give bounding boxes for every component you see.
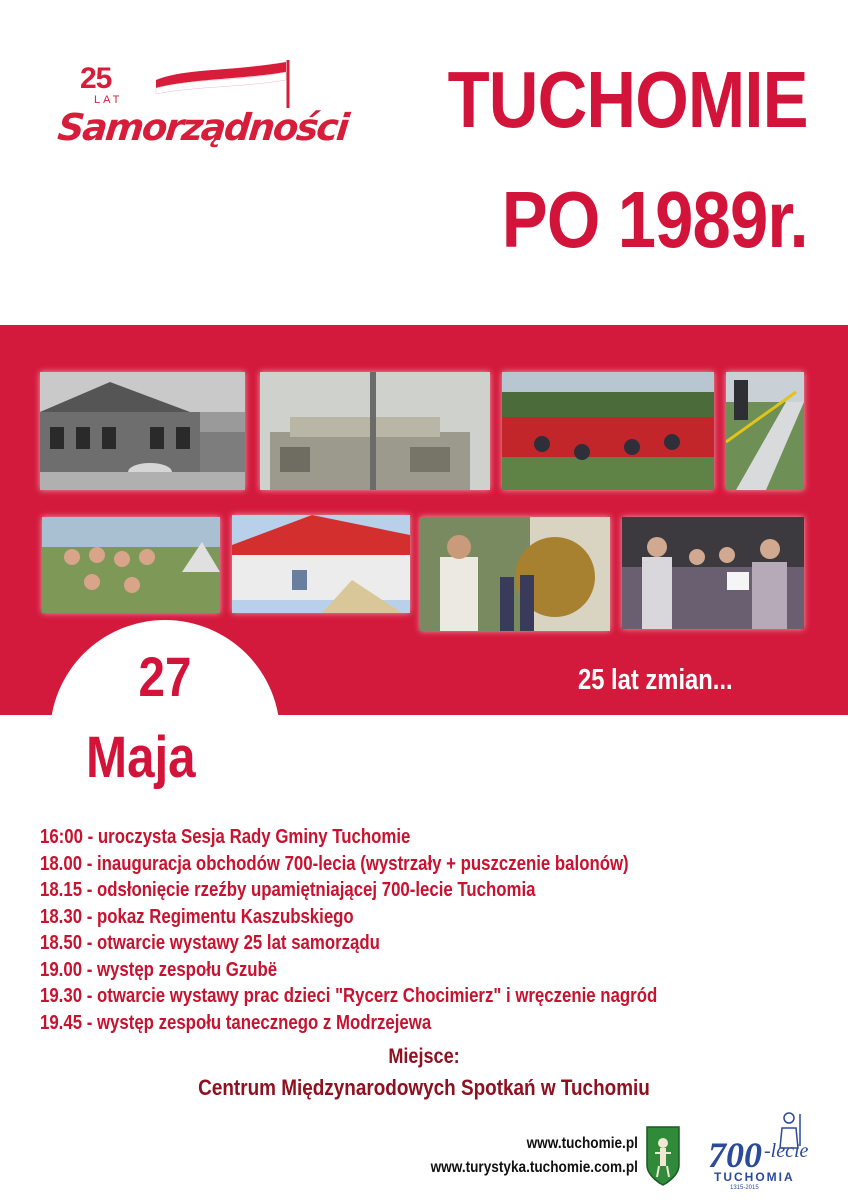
700-lecie-emblem — [700, 1110, 820, 1190]
place-label: Miejsce: — [388, 1045, 460, 1068]
emblem-suffix: -lecie — [764, 1140, 809, 1162]
construction-photo — [260, 372, 490, 490]
website-links — [394, 1132, 638, 1180]
date-month: Maja — [86, 725, 196, 790]
tourism-website-link[interactable]: www.turystyka.tuchomie.com.pl — [430, 1159, 638, 1176]
emblem-years: 1315-2015 — [730, 1185, 759, 1191]
date-day: 27 — [138, 645, 192, 708]
title-line-1: TUCHOMIE — [447, 55, 808, 144]
samorzadnosci-logo — [55, 58, 350, 168]
house-renovation-photo — [232, 515, 410, 613]
schedule-item: 16:00 - uroczysta Sesja Rady Gminy Tuchomie — [40, 826, 411, 848]
speaker-harvest-photo — [420, 517, 610, 631]
logo-wordmark: Samorządności — [55, 106, 350, 149]
emblem-name: TUCHOMIA — [714, 1170, 795, 1184]
title-line-2: PO 1989r. — [502, 175, 808, 264]
schedule-item: 19.00 - występ zespołu Gzubë — [40, 958, 278, 981]
schedule-item: 18.15 - odsłonięcie rzeźby upamiętniającej 700-lecie Tuchomia — [40, 879, 536, 901]
flag-icon — [146, 58, 296, 108]
coat-of-arms-icon — [645, 1125, 681, 1187]
emblem-number: 700 — [708, 1135, 762, 1175]
choir-photo — [622, 517, 804, 629]
schedule-item: 19.45 - występ zespołu tanecznego z Modrzejewa — [40, 1011, 432, 1034]
schedule-item: 19.30 - otwarcie wystawy prac dzieci "Rycerz Chocimierz" i wręczenie nagród — [40, 985, 658, 1007]
logo-small-label: LAT — [94, 94, 123, 106]
tagline: 25 lat zmian... — [578, 664, 733, 696]
schedule-item: 18.30 - pokaz Regimentu Kaszubskiego — [40, 905, 354, 928]
logo-number: 25 — [80, 62, 112, 95]
old-building-photo — [40, 372, 245, 490]
website-link[interactable]: www.tuchomie.pl — [526, 1135, 638, 1152]
schedule-list — [40, 824, 775, 1036]
bridge-photo — [726, 372, 804, 490]
place-name: Centrum Międzynarodowych Spotkań w Tuchomiu — [198, 1075, 650, 1100]
fire-trucks-photo — [502, 372, 714, 490]
group-camp-photo — [42, 517, 220, 613]
schedule-item: 18.50 - otwarcie wystawy 25 lat samorządu — [40, 932, 380, 954]
schedule-item: 18.00 - inauguracja obchodów 700-lecia (wystrzały + puszczenie balonów) — [40, 852, 629, 875]
